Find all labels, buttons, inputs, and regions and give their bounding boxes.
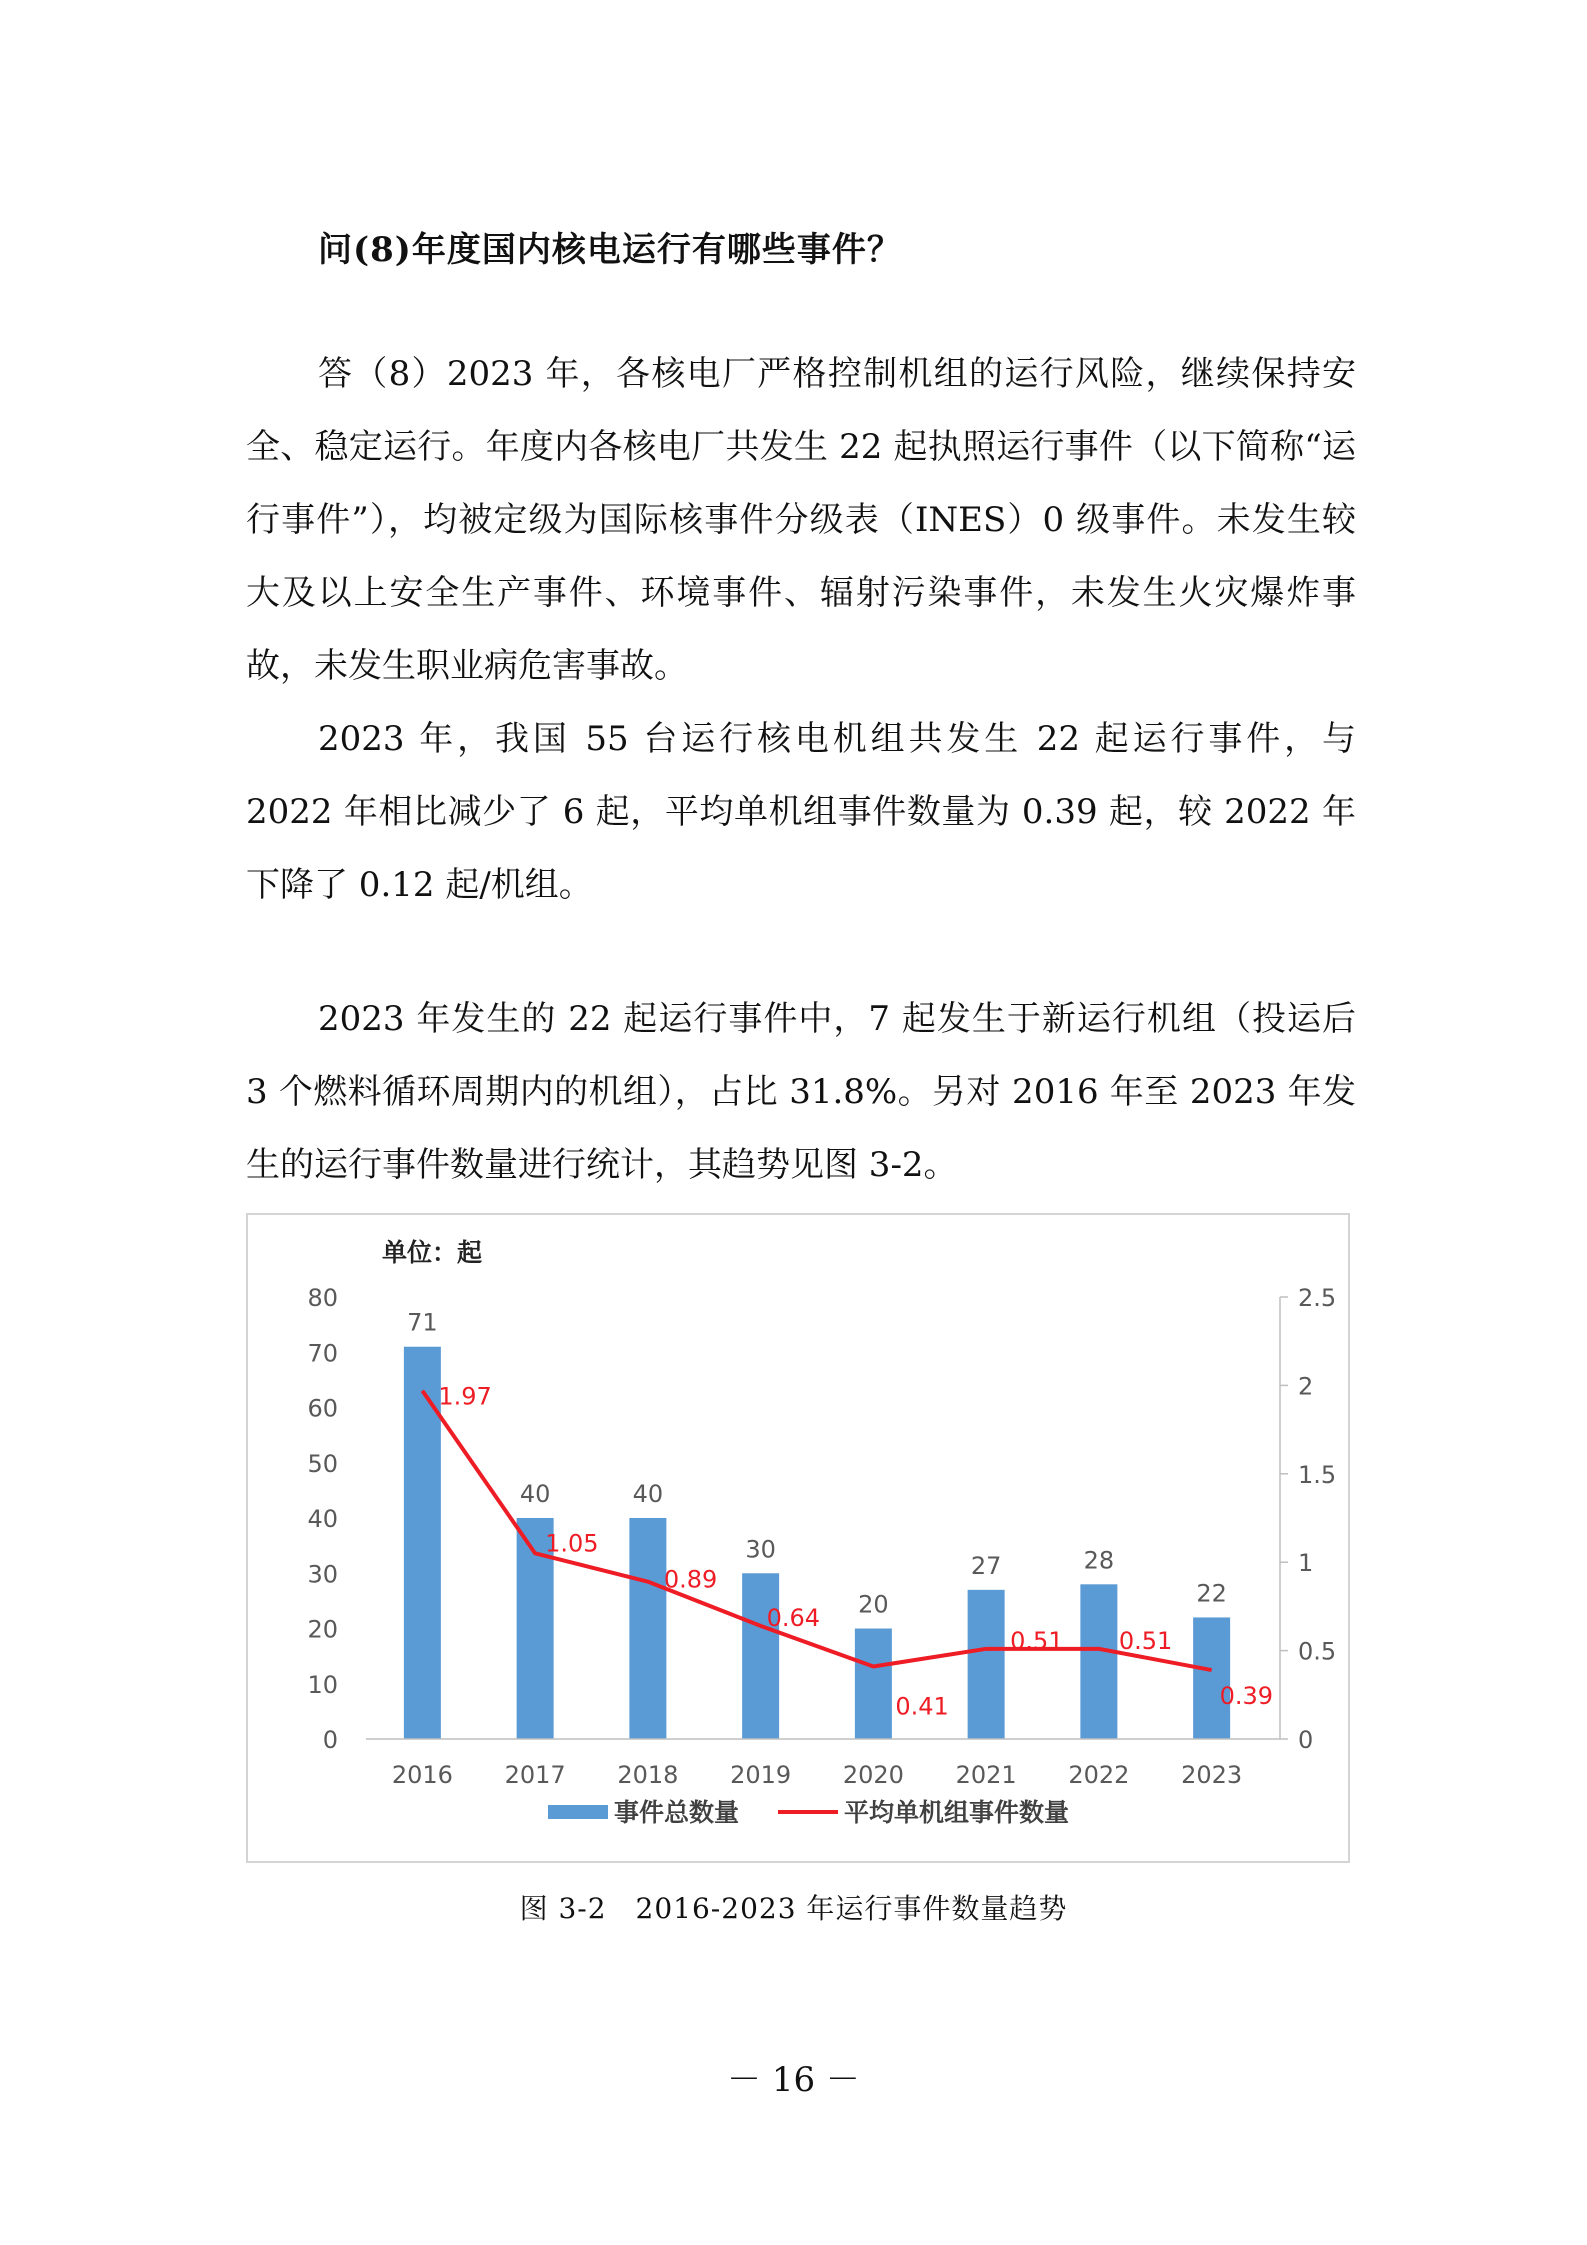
- page-number: － 16 －: [727, 2060, 860, 2100]
- bar-value-label: 22: [1196, 1579, 1227, 1608]
- bar-value-label: 28: [1083, 1546, 1115, 1575]
- legend-label-bar: 事件总数量: [614, 1798, 740, 1827]
- chart-figure: [246, 1213, 1350, 1863]
- left-tick-label: 60: [307, 1394, 338, 1423]
- line-value-label: 0.51: [1118, 1626, 1173, 1655]
- question-heading: 问(8)年度国内核电运行有哪些事件？: [318, 230, 902, 270]
- bar-2023: [1193, 1617, 1230, 1739]
- x-tick-label: 2017: [504, 1761, 566, 1789]
- right-tick-label: 2.5: [1298, 1284, 1337, 1312]
- answer-paragraph-3: [246, 983, 1356, 1202]
- left-tick-label: 40: [307, 1505, 338, 1533]
- line-value-label: 1.05: [545, 1529, 599, 1558]
- left-tick-label: 0: [322, 1726, 338, 1754]
- x-tick-label: 2021: [955, 1761, 1017, 1789]
- bar-2022: [1080, 1584, 1117, 1739]
- left-tick-label: 80: [307, 1284, 338, 1312]
- bar-value-label: 27: [970, 1551, 1002, 1580]
- line-value-label: 1.97: [438, 1382, 492, 1411]
- bar-2021: [968, 1590, 1005, 1739]
- answer-paragraph-1: [246, 338, 1356, 703]
- bar-value-label: 40: [632, 1480, 664, 1508]
- line-value-label: 0.41: [895, 1692, 949, 1721]
- unit-label: 单位：起: [382, 1238, 483, 1267]
- line-value-label: 0.39: [1219, 1682, 1274, 1711]
- bar-value-label: 30: [745, 1535, 776, 1564]
- right-axis: [1280, 1284, 1336, 1754]
- x-tick-label: 2022: [1068, 1761, 1130, 1789]
- bar-value-label: 20: [858, 1590, 889, 1619]
- legend-label-line: 平均单机组事件数量: [844, 1798, 1070, 1827]
- bar-2020: [855, 1629, 892, 1740]
- left-tick-label: 30: [307, 1560, 338, 1589]
- answer-paragraph-2: [246, 703, 1356, 922]
- answer-paragraph-1-text: 答（8）2023 年，各核电厂严格控制机组的运行风险，继续保持安全、稳定运行。年度内各核电厂共发生 22 起执照运行事件（以下简称“运行事件”），均被定级为国际核事件分级表（INES）0 级事件。未发生较大及以上安全生产事件、环境事件、辐射污染事件，未发生火灾爆炸事故，未发生职业病危害事故。: [246, 354, 1356, 686]
- left-tick-label: 20: [307, 1615, 338, 1644]
- bar-value-label: 40: [519, 1480, 551, 1508]
- bar-2019: [742, 1573, 779, 1739]
- bar-2018: [629, 1518, 666, 1739]
- legend: [548, 1798, 1069, 1827]
- right-tick-label: 1: [1298, 1549, 1314, 1578]
- x-tick-label: 2023: [1181, 1761, 1243, 1789]
- x-tick-label: 2018: [617, 1761, 679, 1789]
- left-tick-label: 50: [307, 1449, 338, 1478]
- line-value-label: 0.51: [1010, 1626, 1064, 1655]
- left-tick-label: 70: [307, 1339, 338, 1368]
- right-tick-label: 0: [1298, 1726, 1314, 1754]
- x-axis: [392, 1761, 1242, 1789]
- legend-swatch-bar: [548, 1805, 608, 1819]
- x-tick-label: 2016: [391, 1761, 453, 1789]
- right-tick-label: 1.5: [1298, 1460, 1337, 1489]
- answer-paragraph-2-text: 2023 年，我国 55 台运行核电机组共发生 22 起运行事件，与 2022 年相比减少了 6 起，平均单机组事件数量为 0.39 起，较 2022 年下降了 0.12 起/机组。: [246, 719, 1356, 905]
- bar-series: [404, 1309, 1230, 1739]
- x-tick-label: 2020: [842, 1761, 904, 1789]
- figure-caption: 图 3-2 2016-2023 年运行事件数量趋势: [519, 1892, 1068, 1925]
- right-tick-label: 0.5: [1298, 1637, 1337, 1666]
- bar-value-label: 71: [407, 1308, 438, 1337]
- left-axis: [307, 1284, 338, 1754]
- bar-2016: [404, 1347, 441, 1739]
- line-value-label: 0.89: [663, 1565, 718, 1594]
- answer-paragraph-3-text: 2023 年发生的 22 起运行事件中，7 起发生于新运行机组（投运后 3 个燃料循环周期内的机组），占比 31.8%。另对 2016 年至 2023 年发生的运行事件数量进行统计，其趋势见图 3-2。: [246, 999, 1356, 1185]
- line-value-label: 0.64: [766, 1603, 821, 1632]
- x-tick-label: 2019: [730, 1761, 792, 1789]
- right-tick-label: 2: [1298, 1372, 1314, 1401]
- left-tick-label: 10: [307, 1670, 338, 1699]
- events-trend-chart: [248, 1215, 1348, 1861]
